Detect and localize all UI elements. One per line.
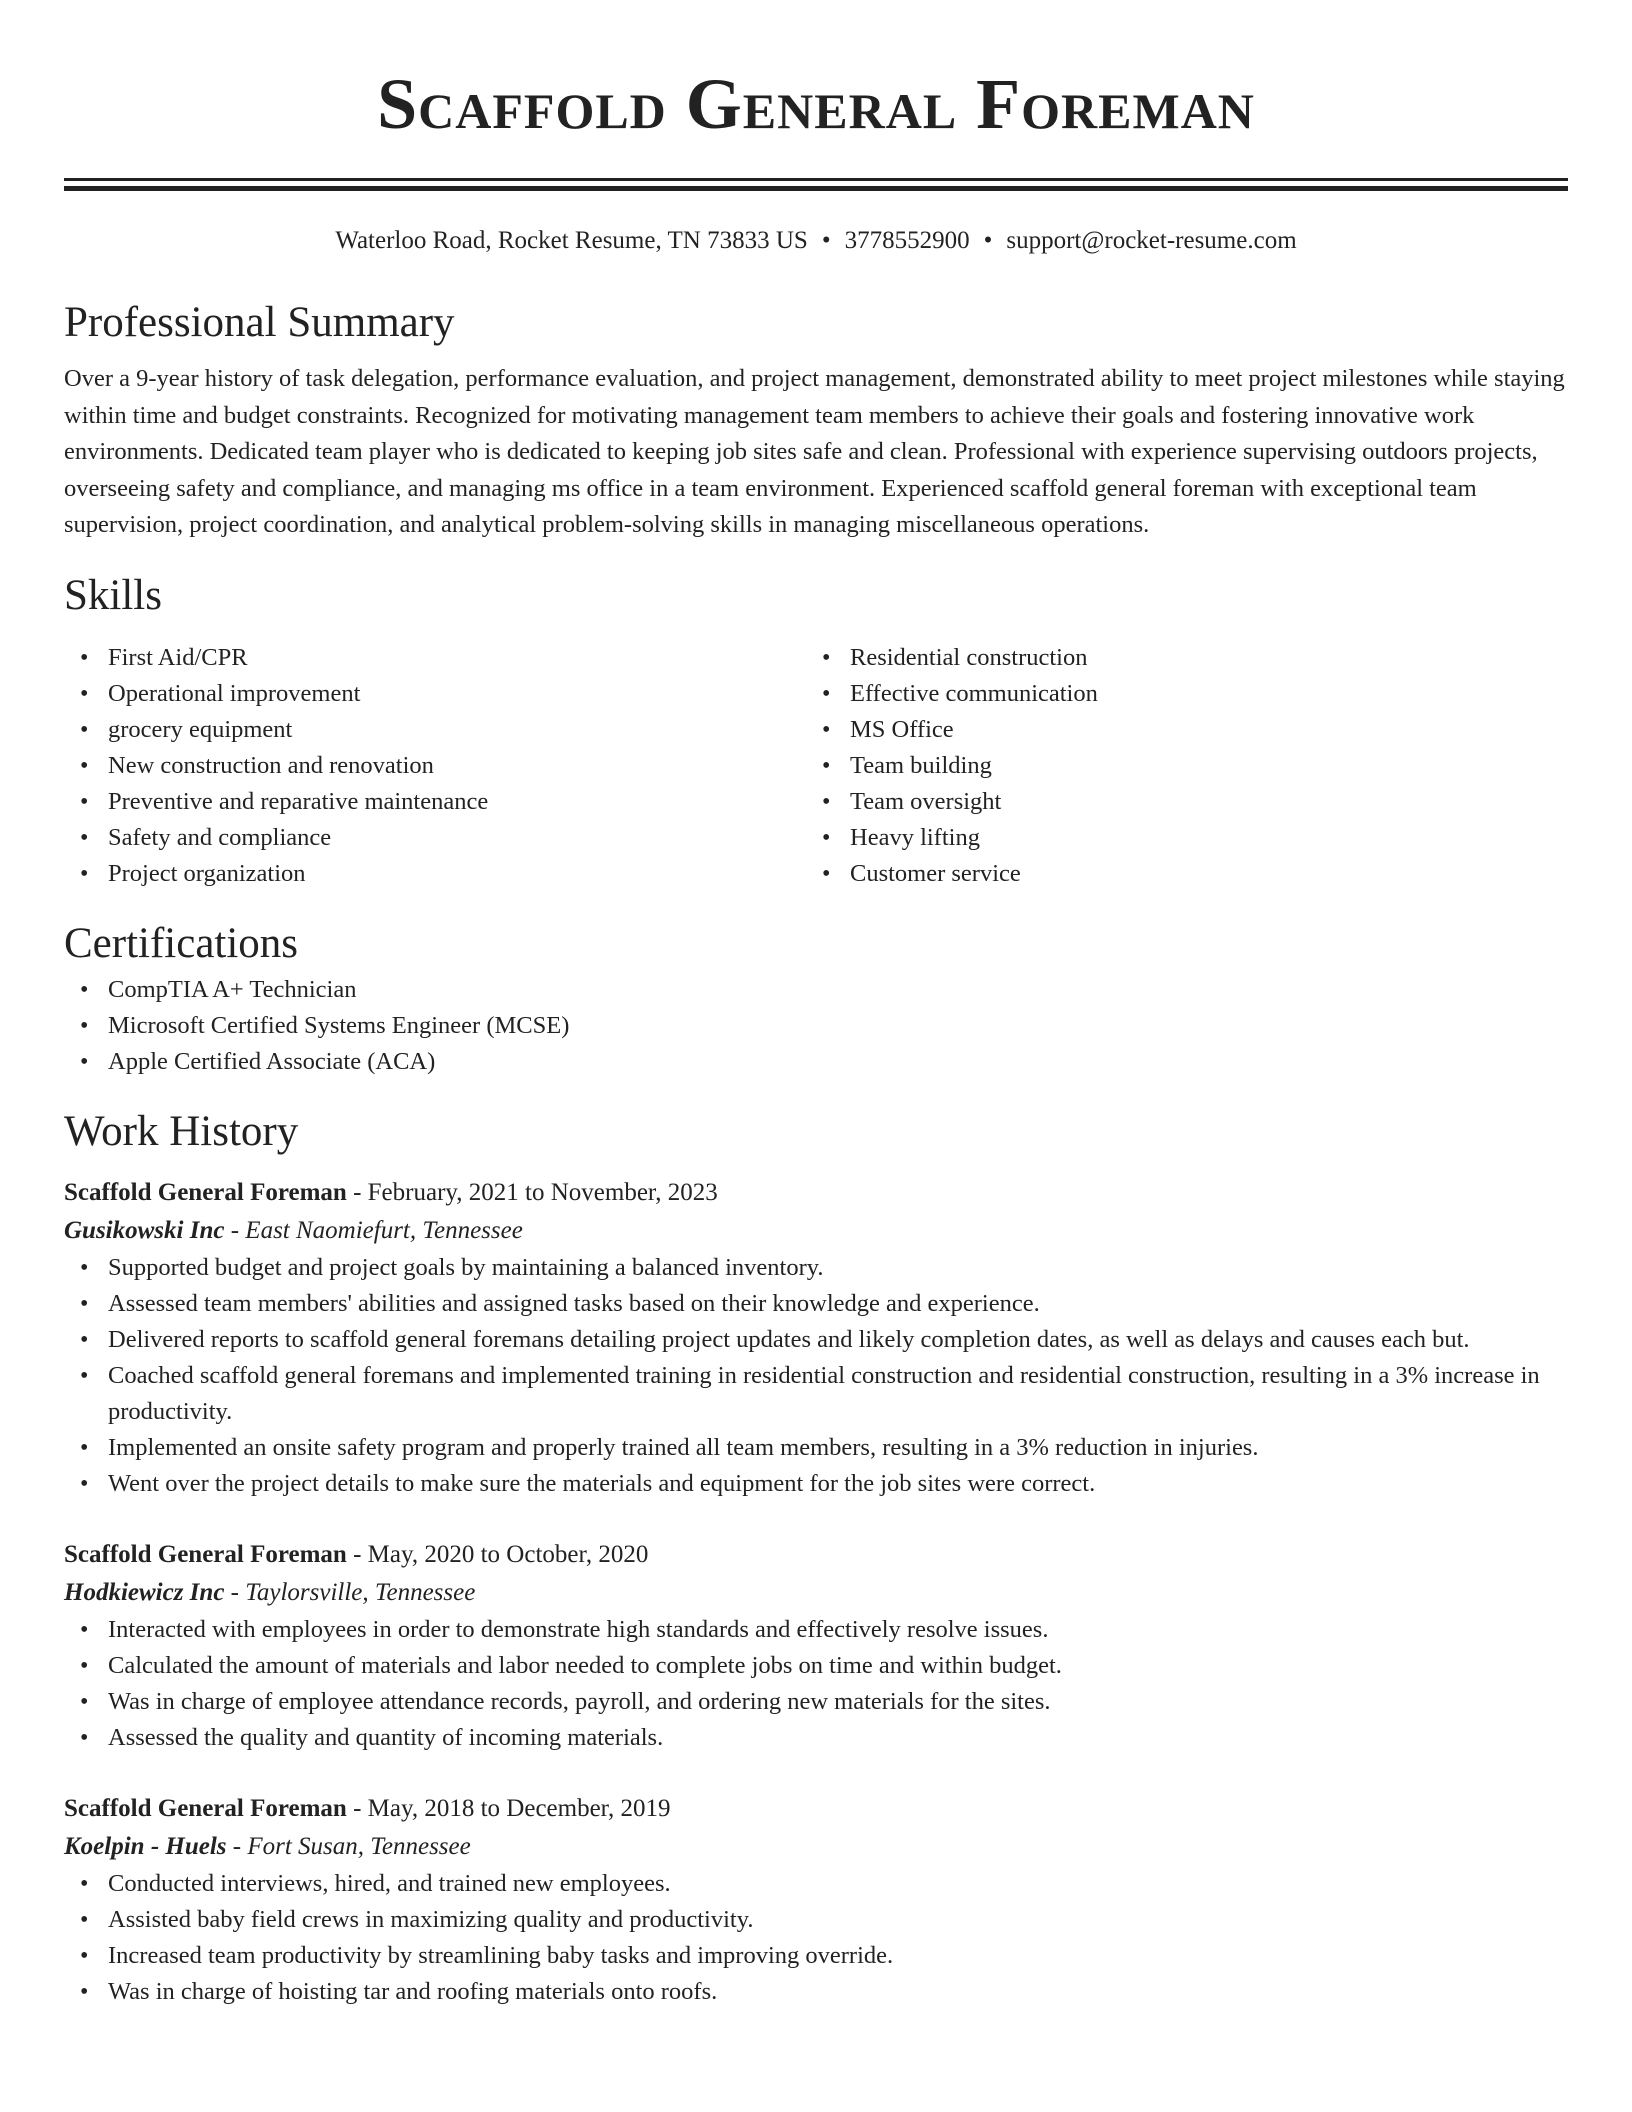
job-duties-list — [64, 1612, 1568, 1756]
job-duty-item: • Coached scaffold general foremans and implemented training in residential construction and residential construction, resulting in a 3% increase in productivity. — [64, 1358, 1568, 1430]
skills-grid — [64, 640, 1568, 892]
job-role: Scaffold General Foreman — [64, 1794, 347, 1822]
skill-item: • Residential construction — [806, 640, 1548, 676]
certifications-heading: Certifications — [64, 919, 299, 967]
job-duty-item: • Interacted with employees in order to demonstrate high standards and effectively resolve issues. — [64, 1612, 1568, 1648]
job-duty-item: • Implemented an onsite safety program and properly trained all team members, resulting in a 3% reduction in injuries. — [64, 1430, 1568, 1466]
certification-item: • Microsoft Certified Systems Engineer (MCSE) — [64, 1008, 1568, 1044]
skill-item: • Safety and compliance — [64, 820, 806, 856]
job-duty-item: • Delivered reports to scaffold general foremans detailing project updates and likely completion dates, as well as delays and causes each but. — [64, 1322, 1568, 1358]
job-company: Hodkiewicz Inc — [64, 1578, 225, 1606]
work-history-heading: Work History — [64, 1107, 299, 1155]
job-company: Koelpin - Huels — [64, 1832, 227, 1860]
skill-item: • Effective communication — [806, 676, 1548, 712]
skills-heading: Skills — [64, 571, 162, 619]
contact-address: Waterloo Road, Rocket Resume, TN 73833 US — [335, 227, 808, 254]
contact-separator: • — [983, 227, 993, 254]
job-duty-item: • Was in charge of hoisting tar and roofing materials onto roofs. — [64, 1974, 1568, 2010]
job-duty-item: • Assessed the quality and quantity of incoming materials. — [64, 1720, 1568, 1756]
job-duty-item: • Supported budget and project goals by maintaining a balanced inventory. — [64, 1250, 1568, 1286]
contact-email: support@rocket-resume.com — [1006, 227, 1297, 254]
job-duty-item: • Assessed team members' abilities and assigned tasks based on their knowledge and experience. — [64, 1286, 1568, 1322]
job-title-line — [64, 1174, 1568, 1212]
skill-item: • Customer service — [806, 856, 1548, 892]
job-duty-item: • Was in charge of employee attendance records, payroll, and ordering new materials for the sites. — [64, 1684, 1568, 1720]
job-entry — [64, 1174, 1568, 1502]
summary-text: Over a 9-year history of task delegation, performance evaluation, and project management, demonstrated ability to meet project milestones while staying within time and budget constraints. Recognized for motivating management team members to achieve their goals and fostering innovative work environments. Dedicated team player who is dedicated to keeping job sites safe and clean. Professional with experience supervising outdoors projects, overseeing safety and compliance, and managing ms office in a team environment. Experienced scaffold general foreman with exceptional team supervision, project coordination, and analytical problem-solving skills in managing miscellaneous operations. — [64, 365, 1565, 538]
job-entry — [64, 1536, 1568, 1756]
header-double-rule — [64, 178, 1568, 191]
skill-item: • Preventive and reparative maintenance — [64, 784, 806, 820]
skill-item: • Operational improvement — [64, 676, 806, 712]
certifications-list — [64, 972, 1568, 1080]
skill-item: • New construction and renovation — [64, 748, 806, 784]
contact-phone: 3778552900 — [844, 227, 970, 254]
job-title-line — [64, 1790, 1568, 1828]
job-employer-line — [64, 1574, 1568, 1612]
contact-line — [64, 225, 1568, 257]
job-duty-item: • Increased team productivity by streamlining baby tasks and improving override. — [64, 1938, 1568, 1974]
contact-separator: • — [821, 227, 831, 254]
skill-item: • MS Office — [806, 712, 1548, 748]
job-dates: - February, 2021 to November, 2023 — [346, 1178, 718, 1206]
skill-item: • Team oversight — [806, 784, 1548, 820]
job-location: - Taylorsville, Tennessee — [224, 1578, 476, 1606]
job-duty-item: • Assisted baby field crews in maximizing quality and productivity. — [64, 1902, 1568, 1938]
job-location: - East Naomiefurt, Tennessee — [224, 1216, 523, 1244]
skills-column-right — [806, 640, 1548, 892]
candidate-name: Scaffold General Foreman — [377, 64, 1255, 144]
skills-list-left — [64, 640, 806, 892]
job-location: - Fort Susan, Tennessee — [226, 1832, 471, 1860]
job-employer-line — [64, 1828, 1568, 1866]
certification-item: • CompTIA A+ Technician — [64, 972, 1568, 1008]
job-dates: - May, 2018 to December, 2019 — [346, 1794, 671, 1822]
job-title-line — [64, 1536, 1568, 1574]
job-duties-list — [64, 1866, 1568, 2010]
job-duty-item: • Went over the project details to make sure the materials and equipment for the job sites were correct. — [64, 1466, 1568, 1502]
job-duty-item: • Calculated the amount of materials and labor needed to complete jobs on time and within budget. — [64, 1648, 1568, 1684]
skill-item: • Project organization — [64, 856, 806, 892]
job-dates: - May, 2020 to October, 2020 — [346, 1540, 649, 1568]
skill-item: • First Aid/CPR — [64, 640, 806, 676]
job-employer-line — [64, 1212, 1568, 1250]
skills-list-right — [806, 640, 1548, 892]
job-role: Scaffold General Foreman — [64, 1178, 347, 1206]
summary-heading: Professional Summary — [64, 299, 455, 346]
skills-column-left — [64, 640, 806, 892]
job-duty-item: • Conducted interviews, hired, and trained new employees. — [64, 1866, 1568, 1902]
job-company: Gusikowski Inc — [64, 1216, 225, 1244]
skill-item: • Team building — [806, 748, 1548, 784]
certification-item: • Apple Certified Associate (ACA) — [64, 1044, 1568, 1080]
skill-item: • Heavy lifting — [806, 820, 1548, 856]
job-entry — [64, 1790, 1568, 2010]
job-role: Scaffold General Foreman — [64, 1540, 347, 1568]
skill-item: • grocery equipment — [64, 712, 806, 748]
job-duties-list — [64, 1250, 1568, 1502]
